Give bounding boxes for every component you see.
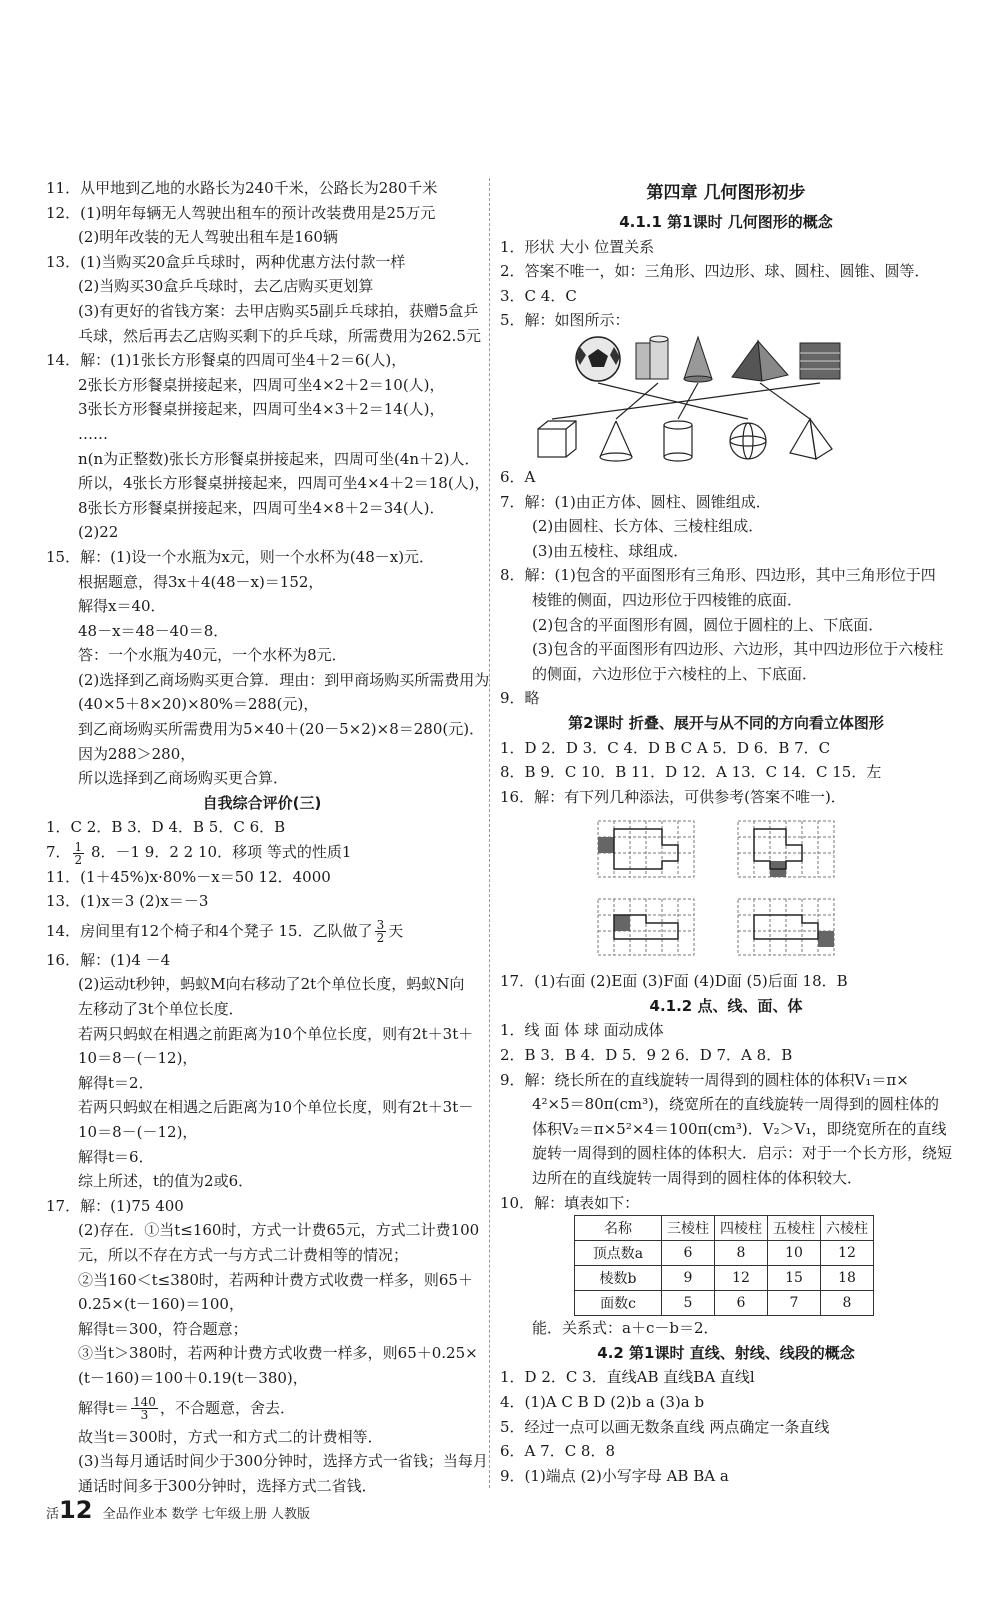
page-number: 12 <box>59 1496 93 1524</box>
photo-football <box>576 337 620 381</box>
table-cell: 18 <box>821 1266 874 1291</box>
table-header-cell: 三棱柱 <box>662 1216 715 1241</box>
fraction-numerator: 140 <box>133 1395 156 1409</box>
section-title: 第2课时 折叠、展开与从不同的方向看立体图形 <box>568 713 884 732</box>
text-line: 5．经过一点可以画无数条直线 两点确定一条直线 <box>500 1417 830 1436</box>
table-cell: 6 <box>715 1291 768 1316</box>
text-line: (2)运动t秒钟，蚂蚁M向右移动了2t个单位长度，蚂蚁N向 <box>78 975 465 994</box>
text-line: (2)明年改装的无人驾驶出租车是160辆 <box>78 228 338 247</box>
text-line: 2．B 3．B 4．D 5．9 2 6．D 7．A 8．B <box>500 1046 793 1065</box>
table-cell: 12 <box>715 1266 768 1291</box>
column-divider <box>489 178 490 1488</box>
text-line: ③当t＞380时，若两种计费方式收费一样多，则65＋0.25× <box>78 1344 478 1363</box>
table-header-cell: 六棱柱 <box>821 1216 874 1241</box>
text-line: 棱锥的侧面，四边形位于四棱锥的底面． <box>532 590 803 609</box>
text-line: 若两只蚂蚁在相遇之后距离为10个单位长度，则有2t＋3t－ <box>78 1098 474 1117</box>
text-line: 3．C 4．C <box>500 286 577 305</box>
text-line: 能．关系式：a＋c－b＝2． <box>532 1319 719 1338</box>
footer-prefix: 活 <box>46 1507 60 1522</box>
text-line: 8．B 9．C 10．B 11．D 12．A 13．C 14．C 15．左 <box>500 763 882 782</box>
table-cell: 面数c <box>575 1291 662 1316</box>
text-line: (2)由圆柱、长方体、三棱柱组成． <box>532 517 764 536</box>
text-line: 10．解：填表如下： <box>500 1193 640 1212</box>
chapter-title: 第四章 几何图形初步 <box>646 183 806 203</box>
text-line: 到乙商场购买所需费用为5×40＋(20－5×2)×8＝280(元)． <box>78 720 485 739</box>
text-line: 8张长方形餐桌拼接起来，四周可坐4×8＋2＝34(人)． <box>78 498 445 517</box>
text-line: 4²×5＝80π(cm³)，绕宽所在的直线旋转一周得到的圆柱体的 <box>532 1095 939 1114</box>
text-line: 解得t＝2． <box>78 1073 154 1092</box>
photo-building <box>800 343 840 379</box>
text-line: 元，所以不存在方式一与方式二计费相等的情况； <box>78 1245 409 1264</box>
text-line: 13．(1)x＝3 (2)x＝－3 <box>46 892 209 911</box>
cylinder-shape <box>664 421 692 461</box>
fraction <box>131 1396 158 1421</box>
text-line: 16．解：(1)4 －4 <box>46 950 171 969</box>
section-title: 4.1.2 点、线、面、体 <box>649 996 803 1015</box>
text-line: 11．从甲地到乙地的水路长为240千米，公路长为280千米 <box>46 179 438 197</box>
text-line: 乓球，然后再去乙店购买剩下的乒乓球，所需费用为262.5元 <box>78 326 481 345</box>
sphere-shape <box>730 423 766 459</box>
text-line: 0.25×(t－160)＝100， <box>78 1295 244 1314</box>
text-line: ②当160＜t≤380时，若两种计费方式收费一样多，则65＋ <box>78 1270 473 1289</box>
text-line: 解得t＝6． <box>78 1147 154 1166</box>
section-title: 4.2 第1课时 直线、射线、线段的概念 <box>597 1343 855 1362</box>
text-line: 体积V₂＝π×5²×4＝100π(cm³)．V₂＞V₁，即绕宽所在的直线 <box>532 1119 947 1138</box>
table-cell: 10 <box>768 1241 821 1266</box>
text-line: 2张长方形餐桌拼接起来，四周可坐4×2＋2＝10(人)， <box>78 375 445 394</box>
text-line: 9．(1)端点 (2)小写字母 AB BA a <box>500 1466 729 1485</box>
text-line: (3)包含的平面图形有四边形、六边形，其中四边形位于六棱柱 <box>532 640 944 659</box>
text-line: 所以选择到乙商场购买更合算． <box>78 769 289 788</box>
table-header-cell: 四棱柱 <box>715 1216 768 1241</box>
prism-table <box>574 1215 874 1316</box>
footer-text: 全品作业本 数学 七年级上册 人教版 <box>102 1507 310 1522</box>
table-cell: 9 <box>662 1266 715 1291</box>
text-line: 11．(1＋45%)x·80%－x＝50 12．4000 <box>46 867 331 886</box>
text-line: 12．(1)明年每辆无人驾驶出租车的预计改装费用是25万元 <box>46 203 436 222</box>
text-line: (3)当每月通话时间少于300分钟时，选择方式一省钱；当每月 <box>78 1452 488 1471</box>
text-span: ，不合题意，舍去． <box>159 1398 295 1417</box>
text-line: 14．解：(1)1张长方形餐桌的四周可坐4＋2＝6(人)， <box>46 351 407 370</box>
text-line: 9．略 <box>500 689 540 708</box>
text-line: 边所在的直线旋转一周得到的圆柱体的体积较大． <box>532 1169 863 1188</box>
text-span: 7． <box>46 843 71 862</box>
text-line: 综上所述，t的值为2或6． <box>78 1172 254 1191</box>
text-line: 答：一个水瓶为40元，一个水杯为8元． <box>78 646 347 665</box>
table-cell: 8 <box>715 1241 768 1266</box>
text-line: 1．C 2．B 3．D 4．B 5．C 6．B <box>46 818 286 837</box>
cube-net-grid-3 <box>598 899 694 955</box>
cube-shape <box>538 421 576 457</box>
text-line: 6．A <box>500 467 536 486</box>
text-line: 6．A 7．C 8．8 <box>500 1442 616 1461</box>
table-row <box>575 1291 874 1316</box>
text-line: 若两只蚂蚁在相遇之前距离为10个单位长度，则有2t＋3t＋ <box>78 1024 474 1043</box>
text-line: 7．解：(1)由正方体、圆柱、圆锥组成． <box>500 492 771 511</box>
text-line: 因为288＞280， <box>78 744 196 763</box>
text-line: 8．解：(1)包含的平面图形有三角形、四边形，其中三角形位于四 <box>500 566 936 585</box>
table-header-cell: 名称 <box>575 1216 662 1241</box>
text-line: 48－x＝48－40＝8． <box>78 621 229 640</box>
text-line: 通话时间多于300分钟时，选择方式二省钱． <box>78 1476 377 1495</box>
text-span: 解得t＝ <box>78 1398 130 1417</box>
fraction-numerator: 1 <box>74 839 83 854</box>
text-line: 1．形状 大小 位置关系 <box>500 237 655 256</box>
photo-cone <box>684 337 712 382</box>
fraction-denominator: 2 <box>74 852 83 867</box>
text-line: 15．解：(1)设一个水瓶为x元，则一个水杯为(48－x)元． <box>46 547 435 566</box>
text-line: 旋转一周得到的圆柱体的体积大．启示：对于一个长方形，绕短 <box>532 1144 953 1163</box>
table-cell: 12 <box>821 1241 874 1266</box>
table-cell: 15 <box>768 1266 821 1291</box>
fraction <box>375 919 387 944</box>
solid-matching-figure <box>500 333 952 465</box>
text-line: 10＝8－(－12)， <box>78 1122 198 1141</box>
text-line: (3)由五棱柱、球组成． <box>532 541 689 560</box>
section-title: 自我综合评价(三) <box>202 793 322 812</box>
text-span: 8．－1 9．2 2 10．移项 等式的性质1 <box>86 843 352 862</box>
text-line: (2)选择到乙商场购买更合算．理由：到甲商场购买所需费用为 <box>78 670 490 689</box>
text-line: 16．解：有下列几种添法，可供参考(答案不唯一)． <box>500 787 846 806</box>
text-line: 1．D 2．D 3．C 4．D B C A 5．D 6．B 7．C <box>500 738 831 757</box>
text-line: 解得x＝40． <box>78 597 166 616</box>
text-line <box>46 840 478 865</box>
text-line: 所以，4张长方形餐桌拼接起来，四周可坐4×4＋2＝18(人)， <box>78 474 490 493</box>
cube-net-grid-1 <box>598 821 694 877</box>
text-line: (2)包含的平面图形有圆，圆位于圆柱的上、下底面． <box>532 615 884 634</box>
text-line: 故当t＝300时，方式一和方式二的计费相等． <box>78 1427 383 1446</box>
text-line: 13．(1)当购买20盒乒乓球时，两种优惠方法付款一样 <box>46 252 406 271</box>
pyramid-shape <box>790 419 832 459</box>
text-line: n(n为正整数)张长方形餐桌拼接起来，四周可坐(4n＋2)人． <box>78 449 480 468</box>
cube-net-grid-4 <box>738 899 834 955</box>
cone-shape <box>600 421 632 461</box>
table-header-row <box>575 1216 874 1241</box>
text-line: 9．解：绕长所在的直线旋转一周得到的圆柱体的体积V₁＝π× <box>500 1070 909 1089</box>
text-line: (3)有更好的省钱方案：去甲店购买5副乒乓球拍，获赠5盒乒 <box>78 301 479 320</box>
text-span: 天 <box>388 921 404 940</box>
fraction-denominator: 2 <box>376 931 385 946</box>
table-header-cell: 五棱柱 <box>768 1216 821 1241</box>
table-cell: 顶点数a <box>575 1241 662 1266</box>
table-cell: 5 <box>662 1291 715 1316</box>
table-cell: 棱数b <box>575 1266 662 1291</box>
text-line: 3张长方形餐桌拼接起来，四周可坐4×3＋2＝14(人)， <box>78 400 445 419</box>
cube-net-grid-2 <box>738 821 834 877</box>
text-line: 1．D 2．C 3．直线AB 直线BA 直线l <box>500 1368 755 1387</box>
text-line: (2)当购买30盒乒乓球时，去乙店购买更划算 <box>78 277 374 296</box>
page-footer <box>46 1496 310 1524</box>
text-line: 4．(1)A C B D (2)b a (3)a b <box>500 1393 705 1411</box>
text-line: 17．(1)右面 (2)E面 (3)F面 (4)D面 (5)后面 18．B <box>500 972 848 991</box>
cube-net-figure <box>500 809 952 969</box>
text-line: 1．线 面 体 球 面动成体 <box>500 1021 664 1040</box>
table-cell: 7 <box>768 1291 821 1316</box>
fraction-numerator: 3 <box>376 918 385 933</box>
text-line: (t－160)＝100＋0.19(t－380)， <box>78 1368 308 1387</box>
text-line <box>46 1391 478 1425</box>
text-span: 14．房间里有12个椅子和4个凳子 15．乙队做了 <box>46 921 373 940</box>
text-line: 解得t＝300，符合题意； <box>78 1319 248 1338</box>
text-line: 左移动了3t个单位长度． <box>78 1000 244 1018</box>
text-line: (2)22 <box>78 523 119 542</box>
matching-lines <box>552 383 820 419</box>
text-line: 5．解：如图所示： <box>500 311 630 330</box>
right-column <box>500 176 952 1488</box>
text-line: 2．答案不唯一，如：三角形、四边形、球、圆柱、圆锥、圆等． <box>500 262 930 281</box>
fraction-denominator: 3 <box>140 1408 149 1422</box>
photo-cans <box>636 336 668 379</box>
text-line <box>46 914 478 948</box>
left-column <box>46 176 490 1498</box>
photo-pyramid <box>732 341 788 381</box>
table-cell: 8 <box>821 1291 874 1316</box>
table-row <box>575 1266 874 1291</box>
table-cell: 6 <box>662 1241 715 1266</box>
section-title: 4.1.1 第1课时 几何图形的概念 <box>619 213 833 231</box>
text-line: (40×5＋8×20)×80%＝288(元)， <box>78 695 319 714</box>
fraction <box>73 841 85 866</box>
text-line: 17．解：(1)75 400 <box>46 1196 184 1215</box>
text-line: 根据题意，得3x＋4(48－x)＝152， <box>78 572 324 591</box>
text-line: 10＝8－(－12)， <box>78 1049 198 1068</box>
text-line: (2)存在．①当t≤160时，方式一计费65元，方式二计费100 <box>78 1221 480 1240</box>
text-line: …… <box>78 424 108 443</box>
table-row <box>575 1241 874 1266</box>
text-line: 的侧面，六边形位于六棱柱的上、下底面． <box>532 664 818 683</box>
